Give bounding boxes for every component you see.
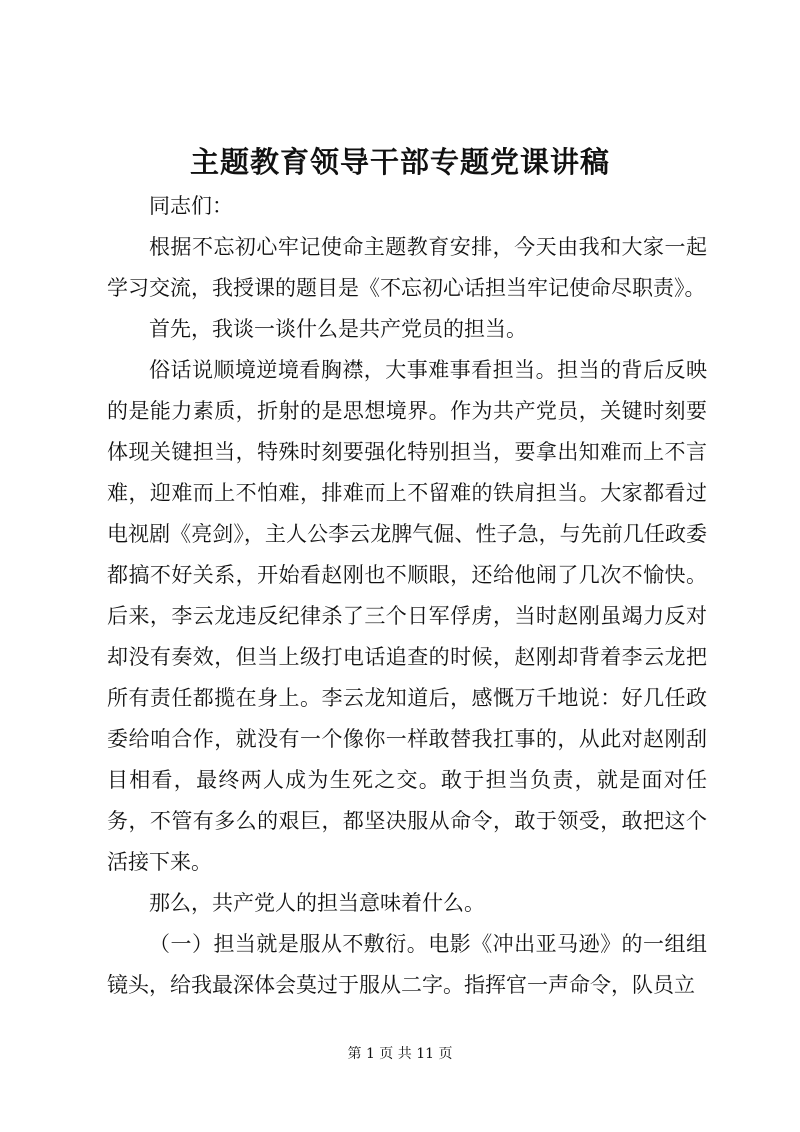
page-footer: [0, 1044, 800, 1064]
section-lead-paragraph: 首先，我谈一谈什么是共产党员的担当。: [149, 317, 527, 341]
story-paragraph: 俗话说顺境逆境看胸襟，大事难事看担当。担当的背后反映的是能力素质，折射的是思想境界。作为共产党员，关键时刻要体现关键担当，特殊时刻要强化特别担当，要拿出知难而上不言难，迎难而上不怕难，排难而上不留难的铁肩担当。大家都看过电视剧《亮剑》，主人公李云龙脾气倔、性子急，与先前几任政委都搞不好关系，开始看赵刚也不顺眼，还给他闹了几次不愉快。后来，李云龙违反纪律杀了三个日军俘虏，当时赵刚虽竭力反对却没有奏效，但当上级打电话追查的时候，赵刚却背着李云龙把所有责任都揽在身上。李云龙知道后，感慨万千地说：好几任政委给咱合作，就没有一个像你一样敢替我扛事的，从此对赵刚刮目相看，最终两人成为生死之交。敢于担当负责，就是面对任务，不管有多么的艰巨，都坚决服从命令，敢于领受，敢把这个活接下来。: [107, 358, 707, 874]
question-paragraph: 那么，共产党人的担当意味着什么。: [149, 891, 485, 915]
intro-paragraph: 根据不忘初心牢记使命主题教育安排，今天由我和大家一起学习交流，我授课的题目是《不忘初心话担当牢记使命尽职责》。: [107, 235, 707, 300]
point-one-paragraph: （一）担当就是服从不敷衍。电影《冲出亚马逊》的一组组镜头，给我最深体会莫过于服从二字。指挥官一声命令，队员立: [107, 932, 707, 997]
document-title: 主题教育领导干部专题党课讲稿: [189, 145, 610, 179]
salutation-paragraph: 同志们：: [149, 194, 233, 218]
document-body: [107, 186, 707, 1006]
page-number-label: 第 1 页 共 11 页: [347, 1046, 453, 1062]
